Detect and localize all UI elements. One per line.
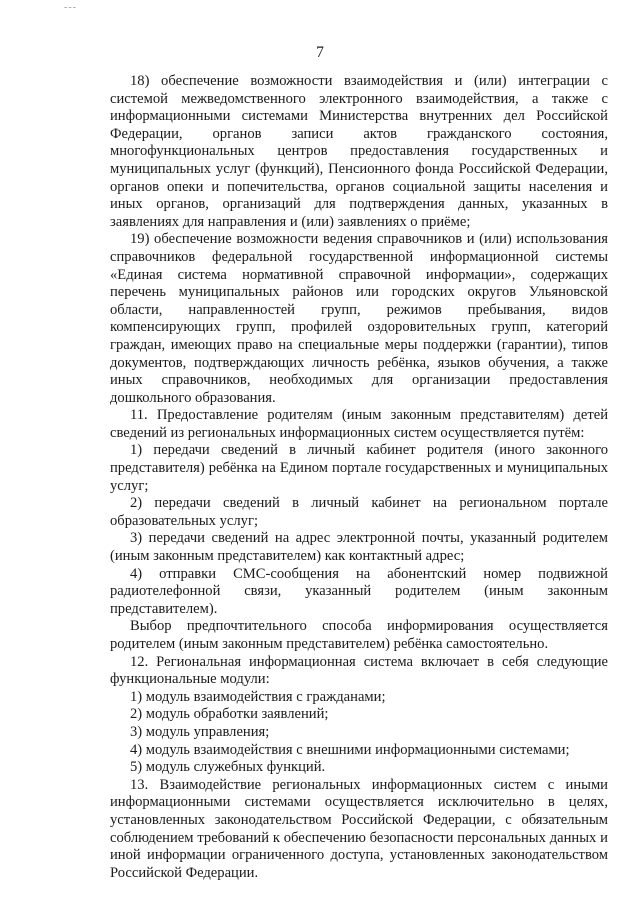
paragraph-section-11-item-2: 2) передачи сведений в личный кабинет на региональном портале образовательных услуг;: [110, 495, 608, 529]
paragraph-section-12-module-3: 3) модуль управления;: [130, 723, 270, 740]
paragraph-section-13: 13. Взаимодействие региональных информационных систем с иными информационными системами осуществляется исключительно в целях, установленных законодательством Российской Федерации, с обязательным соблюдением требований к обеспечению безопасности персональных данных и иной информации ограниченного доступа, установленных законодательством Российской Федерации.: [110, 776, 608, 881]
paragraph-section-12-module-2: 2) модуль обработки заявлений;: [130, 706, 329, 723]
paragraph-section-11-item-1: 1) передачи сведений в личный кабинет родителя (иного законного представителя) ребёнка на Едином портале государственных и муниципальных услуг;: [110, 442, 608, 494]
document-body: [110, 73, 608, 882]
paragraph-section-12-module-4: 4) модуль взаимодействия с внешними информационными системами;: [130, 741, 570, 758]
paragraph-section-12: 12. Региональная информационная система включает в себя следующие функциональные модули:: [110, 653, 608, 688]
page-number: 7: [316, 44, 324, 61]
paragraph-section-12-module-5: 5) модуль служебных функций.: [130, 759, 326, 776]
paragraph-item-18: 18) обеспечение возможности взаимодействия и (или) интеграции с системой межведомственного электронного взаимодействия, а также с информационными системами Министерства внутренних дел Российской Федерации, органов записи актов гражданского состояния, многофункциональных центров предоставления государственных и муниципальных услуг (функций), Пенсионного фонда Российской Федерации, органов опеки и попечительства, органов социальной защиты населения и иных органов, организаций для подтверждения данных, указанных в заявлениях для направления и (или) заявлениях о приёме;: [110, 73, 608, 230]
paragraph-section-11: 11. Предоставление родителям (иным законным представителям) детей сведений из региональных информационных систем осуществляется путём:: [110, 407, 608, 441]
corner-mark: ---: [64, 2, 77, 13]
paragraph-item-19: 19) обеспечение возможности ведения справочников и (или) использования справочников федеральной государственной информационной системы «Единая система нормативной справочной информации», содержащих перечень муниципальных районов или городских округов Ульяновской области, направленностей групп, режимов пребывания, видов компенсирующих групп, профилей оздоровительных групп, категорий граждан, имеющих право на специальные меры поддержки (гарантии), типов документов, подтверждающих личность ребёнка, языков обучения, а также иных справочников, необходимых для организации предоставления дошкольного образования.: [110, 231, 608, 406]
paragraph-section-11-item-3: 3) передачи сведений на адрес электронной почты, указанный родителем (иным законным представителем) как контактный адрес;: [110, 530, 608, 565]
paragraph-section-12-module-1: 1) модуль взаимодействия с гражданами;: [130, 688, 386, 705]
paragraph-choice-of-method: Выбор предпочтительного способа информирования осуществляется родителем (иным законным представителем) ребёнка самостоятельно.: [110, 618, 608, 652]
paragraph-section-11-item-4: 4) отправки СМС-сообщения на абонентский номер подвижной радиотелефонной связи, указанный родителем (иным законным представителем).: [110, 565, 608, 617]
